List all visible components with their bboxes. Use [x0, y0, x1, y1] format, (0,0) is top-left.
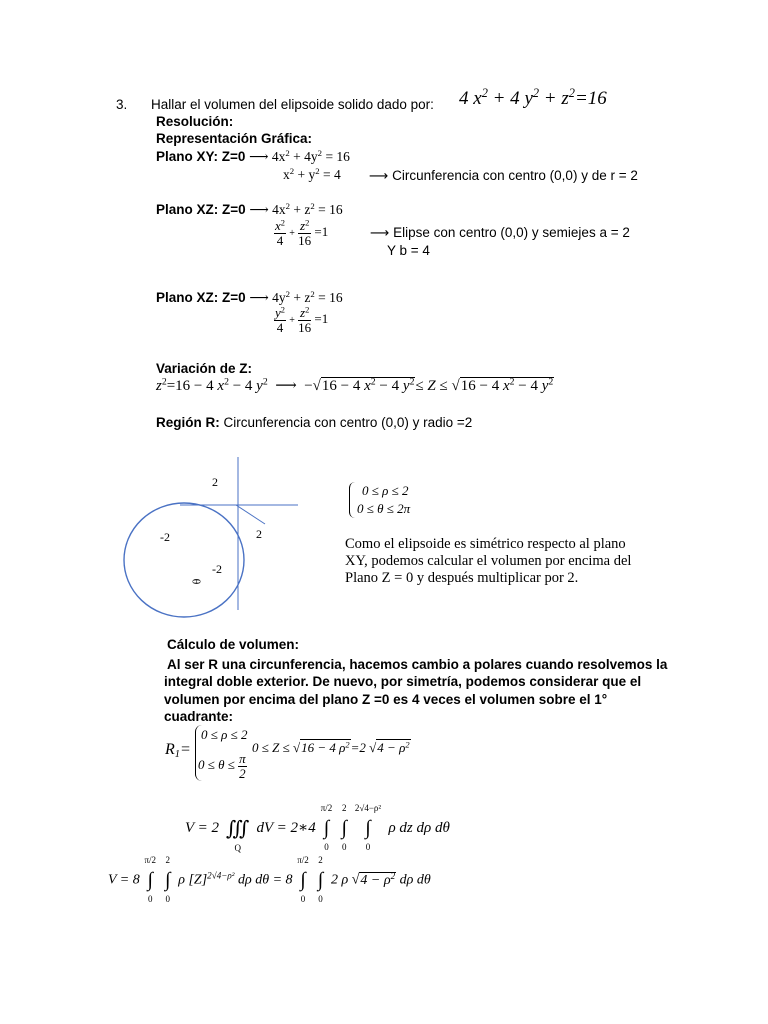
plane-xz-note-1: ⟶ Elipse con centro (0,0) y semiejes a = 2 [370, 225, 630, 240]
calc-paragraph-3: volumen por encima del plano Z =0 es 4 veces el volumen sobre el 1° [164, 692, 608, 707]
graph-label-bottom: -2 [212, 562, 222, 576]
plane-yz-line: Plano XZ: Z=0 ⟶ $4y^2 + z^2 = 16$ [156, 289, 343, 305]
problem-number: 3. [116, 97, 128, 112]
ellipse-yz-equation: $\frac{y^2}{4}$ + $\frac{z^2}{16}$ =1 [275, 304, 329, 335]
plane-xz-label: Plano XZ: Z=0 [156, 202, 246, 217]
symmetry-text-1: Como el elipsoide es simétrico respecto al plano [345, 536, 626, 552]
theta-label: θ [189, 578, 204, 585]
circle-equation: $x^2 + y^2 = 4$ [283, 166, 341, 182]
calc-paragraph-4: cuadrante: [164, 709, 234, 724]
r1-rho-bounds: 0 ≤ ρ ≤ 2 [201, 727, 248, 742]
region-circle [124, 503, 244, 617]
r1-label: $R_1=$ [165, 741, 191, 761]
calc-paragraph-2: integral doble exterior. De nuevo, por simetría, podemos considerar que el [164, 674, 642, 689]
symmetry-text-3: Plano Z = 0 y después multiplicar por 2. [345, 570, 579, 586]
calc-paragraph-1: Al ser R una circunferencia, hacemos cambio a polares cuando resolvemos la [167, 657, 668, 672]
resolution-heading: Resolución: [156, 114, 234, 129]
r1-z-bounds: 0 ≤ Z ≤ √16 − 4 $\rho^2=2$ $√4 - \rho^2$ [252, 739, 410, 755]
graph-label-top: 2 [212, 475, 218, 489]
region-line [156, 415, 472, 430]
volume-integral-1: V = 2 ∭ Q dV = 2∗4 ∫ π/2 0 ∫ 2 0 ∫ 2√4−ρ² 0 ρ dz dρ dθ [185, 803, 450, 853]
graph-label-left: -2 [160, 530, 170, 544]
problem-equation: 4 $x^2 + 4$ $y^2 + z^2=16$ [459, 86, 607, 109]
symmetry-text-2: XY, podemos calcular el volumen por encima del [345, 553, 632, 569]
plane-xy-note: ⟶ Circunferencia con centro (0,0) y de r = 2 [369, 168, 638, 183]
region-label: Región R: [156, 415, 220, 430]
graphic-representation-heading: Representación Gráfica: [156, 131, 313, 146]
r1-theta-bounds: 0 ≤ θ ≤ $\frac{\pi}{2}$ [198, 751, 246, 781]
volume-integral-2: V = 8 ∫ π/2 0 ∫ 2 0 ρ $[Z]^{2√4-\rho^2}$ dρ dθ = 8 ∫ π/2 0 ∫ 2 0 2 ρ $√4 - \rho^2$ dρ dθ [108, 855, 431, 904]
plane-xz-note-2: Y b = 4 [387, 243, 430, 258]
tangent-line [236, 505, 265, 524]
volume-calculation-heading: Cálculo de volumen: [167, 637, 300, 652]
problem-statement: Hallar el volumen del elipsoide solido dado por: [151, 97, 434, 112]
plane-yz-label: Plano XZ: Z=0 [156, 290, 246, 305]
plane-xy-label: Plano XY: Z=0 [156, 149, 246, 164]
bounds-brace [349, 482, 356, 518]
region-text: Circunferencia con centro (0,0) y radio =2 [223, 415, 473, 430]
theta-bounds: 0 ≤ θ ≤ 2π [357, 501, 411, 516]
z-variation-equation: $z^2=16 - 4$ $x^2 - 4$ $y^2$ ⟶ −√16 − 4 $x^2 - 4$ $y^2\le Z \le √16 - 4$ $x^2 - 4$ $y^2$ [156, 376, 554, 394]
z-variation-heading: Variación de Z: [156, 361, 253, 376]
rho-bounds: 0 ≤ ρ ≤ 2 [362, 483, 409, 498]
plane-xy-line: Plano XY: Z=0 ⟶ $4x^2 + 4y^2 = 16$ [156, 148, 350, 164]
graph-label-right: 2 [256, 527, 262, 541]
plane-xz-line: Plano XZ: Z=0 ⟶ $4x^2 + z^2 = 16$ [156, 201, 343, 217]
ellipse-xz-equation: $\frac{x^2}{4}$ + $\frac{z^2}{16}$ =1 [275, 217, 329, 248]
